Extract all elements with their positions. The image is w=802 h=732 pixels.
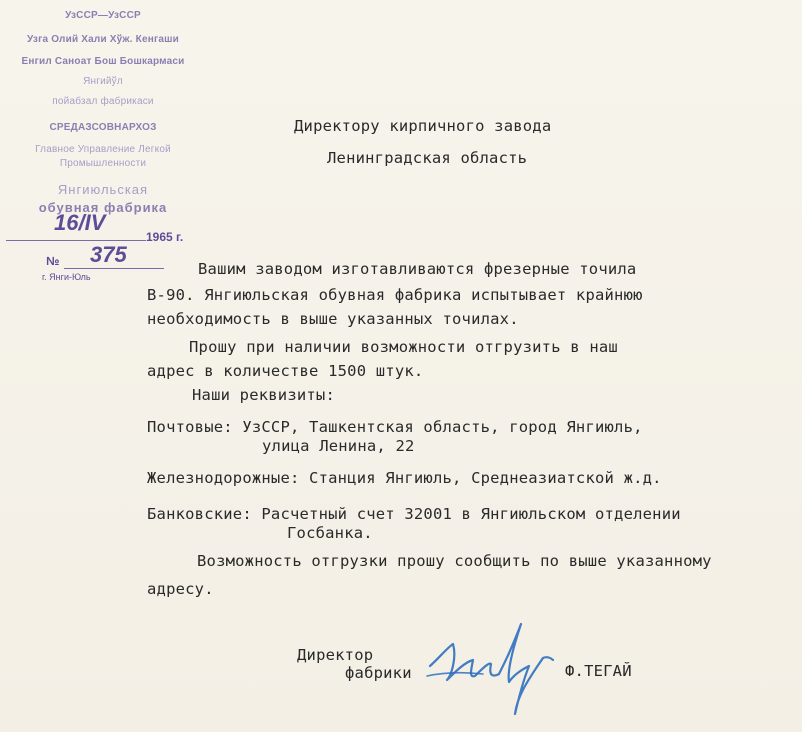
number-underline — [64, 268, 164, 269]
addressee-line1: Директору кирпичного завода — [294, 117, 552, 135]
body-line: В-90. Янгиюльская обувная фабрика испытывает крайнюю — [147, 286, 643, 304]
stamp-line: обувная фабрика — [38, 200, 168, 215]
stamp-city: г. Янги-Юль — [42, 272, 91, 282]
stamp-line: Янгийўл — [83, 76, 123, 87]
closing-line: Возможность отгрузки прошу сообщить по выше указанному — [197, 552, 712, 570]
number-prefix: № — [46, 254, 60, 268]
requisites-heading: Наши реквизиты: — [192, 386, 335, 404]
handwritten-signature — [425, 618, 555, 718]
signer-title-line2: фабрики — [345, 664, 412, 682]
postal-line: улица Ленина, 22 — [262, 437, 415, 455]
signer-name: Ф.ТЕГАЙ — [565, 662, 632, 680]
body-line: необходимость в выше указанных точилах. — [147, 310, 519, 328]
bank-line: Госбанка. — [287, 524, 373, 542]
bank-line: Банковские: Расчетный счет 32001 в Янгиюльском отделении — [147, 505, 681, 523]
stamp-year: 1965 г. — [146, 230, 184, 244]
addressee-line2: Ленинградская область — [327, 149, 528, 167]
stamp-line: Главное Управление Легкой — [35, 144, 171, 155]
stamp-line: СРЕДАЗСОВНАРХОЗ — [49, 122, 157, 133]
handwritten-date: 16/IV — [54, 210, 106, 235]
postal-line: Почтовые: УзССР, Ташкентская область, город Янгиюль, — [147, 418, 643, 436]
stamp-line: Янгиюльская — [57, 182, 149, 197]
closing-line: адресу. — [147, 580, 214, 598]
railway-line: Железнодорожные: Станция Янгиюль, Среднеазиатской ж.д. — [147, 469, 662, 487]
stamp-line: пойабзал фабрикаси — [52, 96, 154, 107]
signer-title-line1: Директор — [297, 646, 374, 664]
body-line: адрес в количестве 1500 штук. — [147, 362, 424, 380]
stamp-line: Промышленности — [59, 158, 147, 169]
handwritten-number: 375 — [90, 242, 127, 267]
body-line: Вашим заводом изготавливаются фрезерные точила — [198, 260, 637, 278]
stamp-line: Енгил Саноат Бош Бошкармаси — [21, 56, 185, 67]
date-underline — [6, 240, 146, 241]
body-line: Прошу при наличии возможности отгрузить в наш — [189, 338, 618, 356]
stamp-line: УзССР—УзССР — [65, 10, 141, 21]
stamp-line: Узга Олий Хали Хўж. Кенгаши — [27, 34, 179, 45]
